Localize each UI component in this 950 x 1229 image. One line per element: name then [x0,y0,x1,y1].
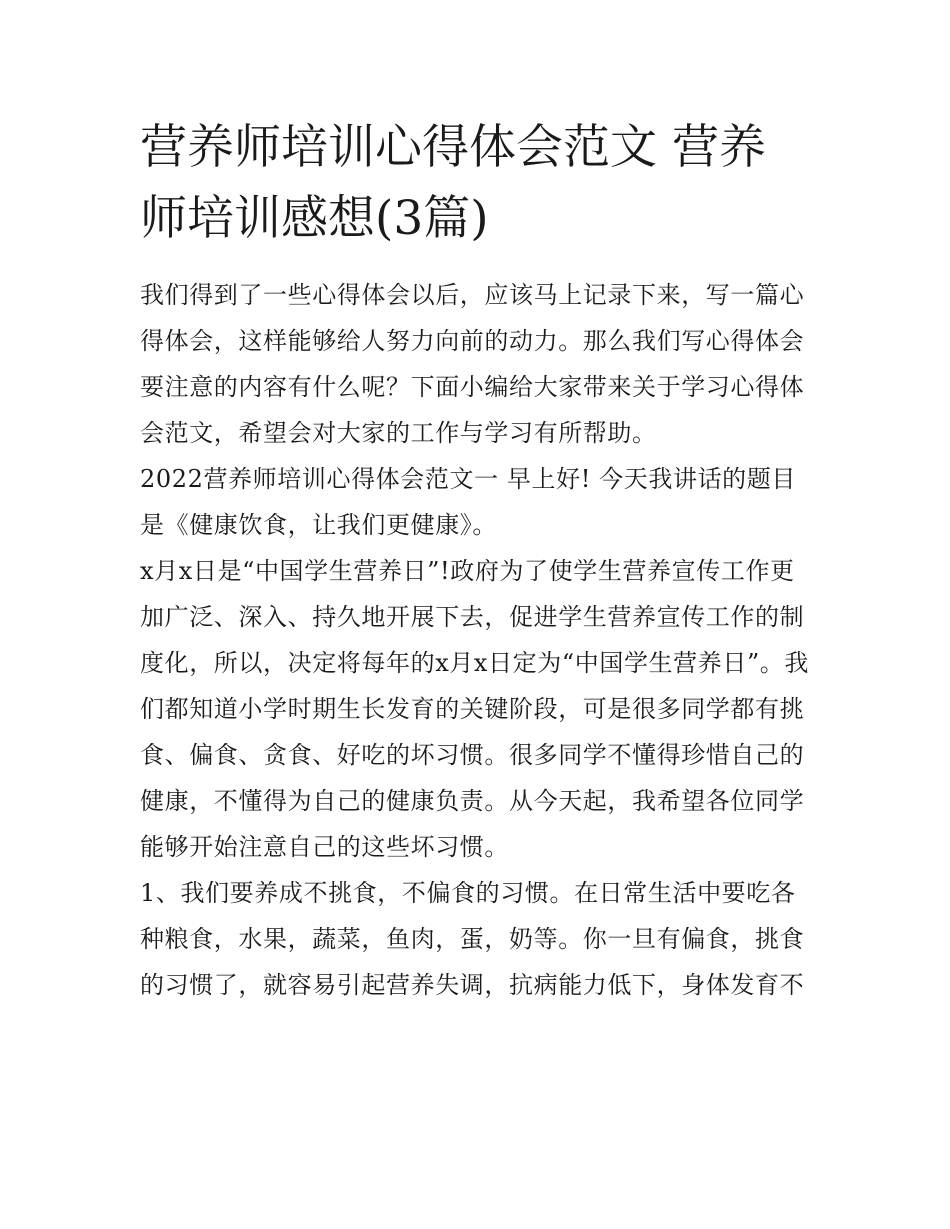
document-page [140,112,812,1008]
paragraph-intro: 我们得到了一些心得体会以后，应该马上记录下来，写一篇心得体会，这样能够给人努力向前的动力。那么我们写心得体会要注意的内容有什么呢？下面小编给大家带来关于学习心得体会范文，希望会对大家的工作与学习有所帮助。 [140,281,805,447]
paragraph-point-one: 1、我们要养成不挑食，不偏食的习惯。在日常生活中要吃各种粮食，水果，蔬菜，鱼肉，蛋，奶等。你一旦有偏食，挑食的习惯了，就容易引起营养失调，抗病能力低下，身体发育不 [140,879,805,999]
document-title: 营养师培训心得体会范文 营养师培训感想(3篇) [140,120,766,246]
paragraph-speech-opening: 2022营养师培训心得体会范文一 早上好! 今天我讲话的题目是《健康饮食，让我们更健康》。 [140,465,796,539]
paragraph-nutrition-day: x月x日是“中国学生营养日”!政府为了使学生营养宣传工作更加广泛、深入、持久地开展下去，促进学生营养宣传工作的制度化，所以，决定将每年的x月x日定为“中国学生营养日”。我们都知道小学时期生长发育的关键阶段，可是很多同学都有挑食、偏食、贪食、好吃的坏习惯。很多同学不懂得珍惜自己的健康，不懂得为自己的健康负责。从今天起，我希望各位同学能够开始注意自己的这些坏习惯。 [140,557,810,861]
